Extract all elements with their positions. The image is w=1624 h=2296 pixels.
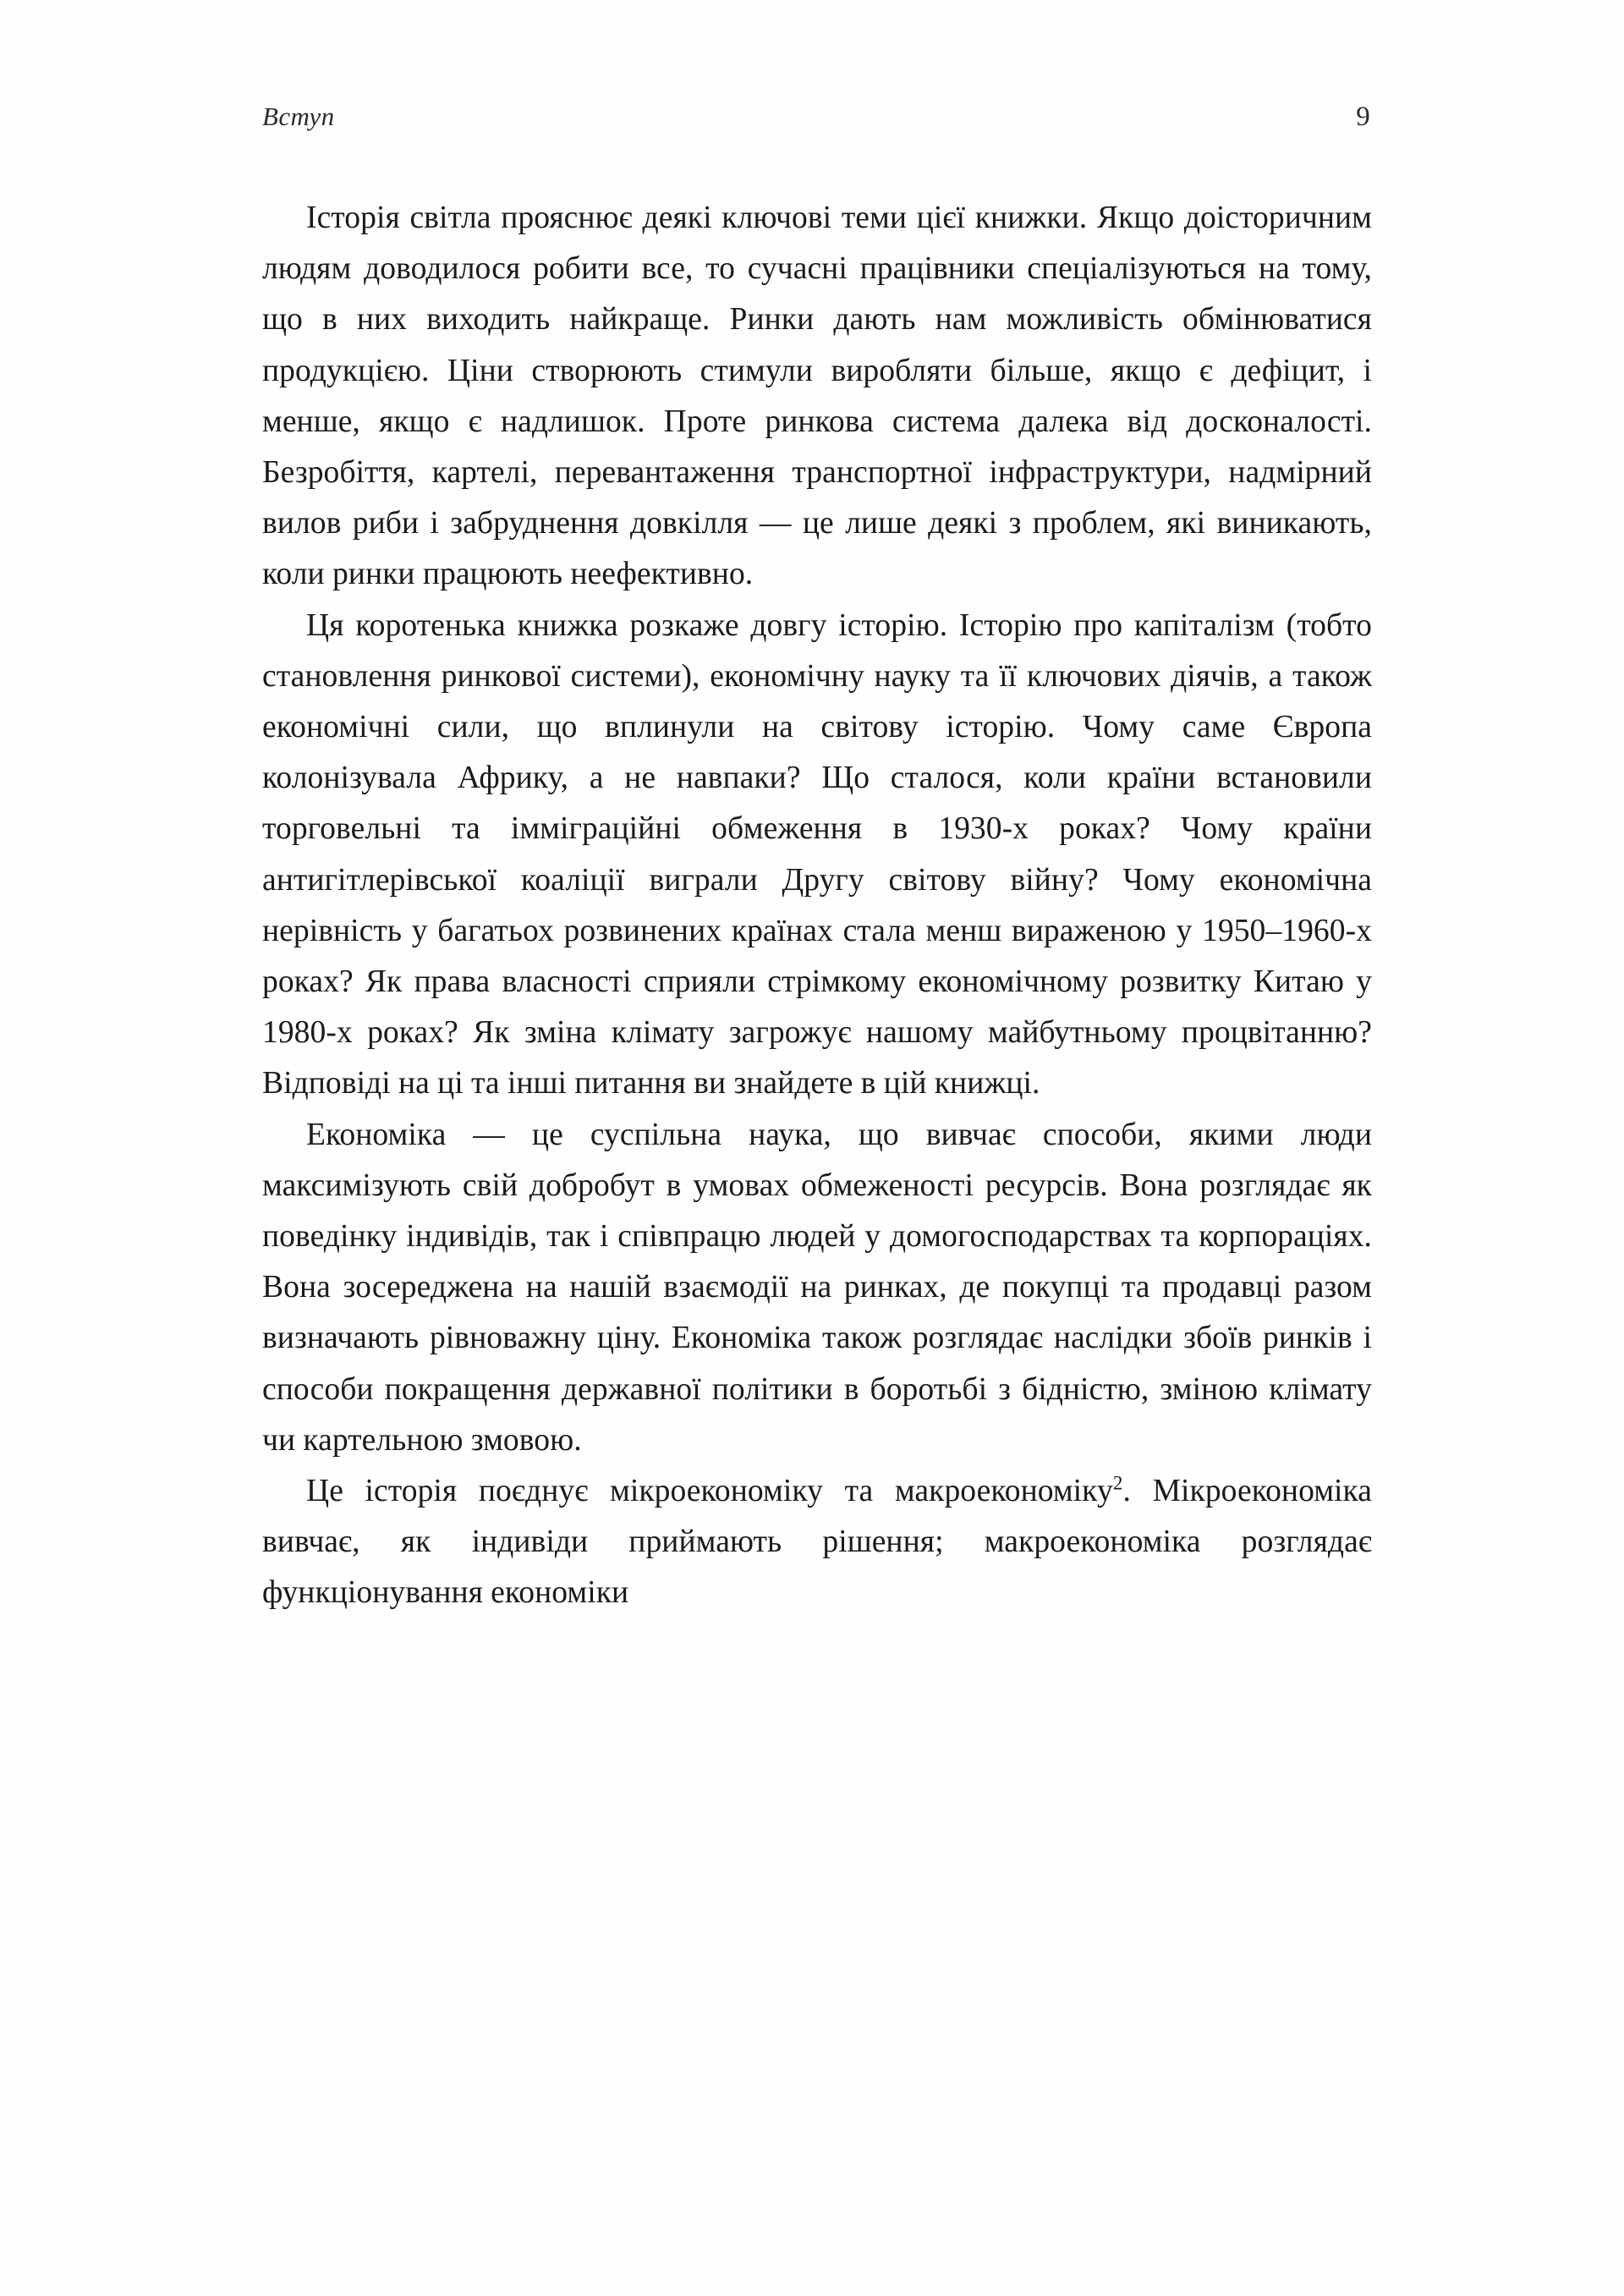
paragraph: Історія світла прояснює деякі ключові теми цієї книжки. Якщо доісторичним людям доводилося робити все, то сучасні працівники спеціалізуються на тому, що в них виходить найкраще. Ринки дають нам можливість обмінюватися продукцією. Ціни створюють стимули виробляти більше, якщо є дефіцит, і менше, якщо є надлишок. Проте ринкова система далека від досконалості. Безробіття, картелі, перевантаження транспортної інфраструктури, надмірний вилов риби і забруднення довкілля — це лише деякі з проблем, які виникають, коли ринки працюють неефективно. bbox=[262, 200, 1372, 592]
paragraph-with-footnote bbox=[262, 1466, 1372, 1619]
paragraph: Економіка — це суспільна наука, що вивчає способи, якими люди максимізують свій добробут в умовах обмеженості ресурсів. Вона розглядає як поведінку індивідів, так і співпрацю людей у домогосподарствах та корпораціях. Вона зосереджена на нашій взаємодії на ринках, де покупці та продавці разом визначають рівноважну ціну. Економіка також розглядає наслідки збоїв ринків і способи покращення державної політики в боротьбі з бідністю, зміною клімату чи картельною змовою. bbox=[262, 1117, 1372, 1458]
running-head bbox=[262, 102, 1370, 140]
footnote-reference-marker[interactable]: 2 bbox=[1112, 1472, 1123, 1495]
body-text-block bbox=[262, 193, 1372, 1619]
running-head-title: Вступ bbox=[262, 102, 335, 131]
paragraph: Ця коротенька книжка розкаже довгу історію. Історію про капіталізм (тобто становлення ринкової системи), економічну науку та її ключових діячів, а також економічні сили, що вплинули на світову історію. Чому саме Європа колонізувала Африку, а не навпаки? Що сталося, коли країни встановили торговельні та імміграційні обмеження в 1930-х роках? Чому країни антигітлерівської коаліції виграли Другу світову війну? Чому економічна нерівність у багатьох розвинених країнах стала менш вираженою у 1950–1960-х роках? Як права власності сприяли стрімкому економічному розвитку Китаю у 1980-х роках? Як зміна клімату загрожує нашому майбутньому процвітанню? Відповіді на ці та інші питання ви знайдете в цій книжці. bbox=[262, 607, 1372, 1101]
page-number: 9 bbox=[1356, 102, 1370, 132]
paragraph-text-before-footnote: Це історія поєднує мікроекономіку та макроекономіку bbox=[306, 1474, 1113, 1509]
paragraph-text-after-footnote: . Мікроекономіка вивчає, як індивіди приймають рішення; макроекономіка розглядає функціонування економіки bbox=[262, 1474, 1373, 1611]
